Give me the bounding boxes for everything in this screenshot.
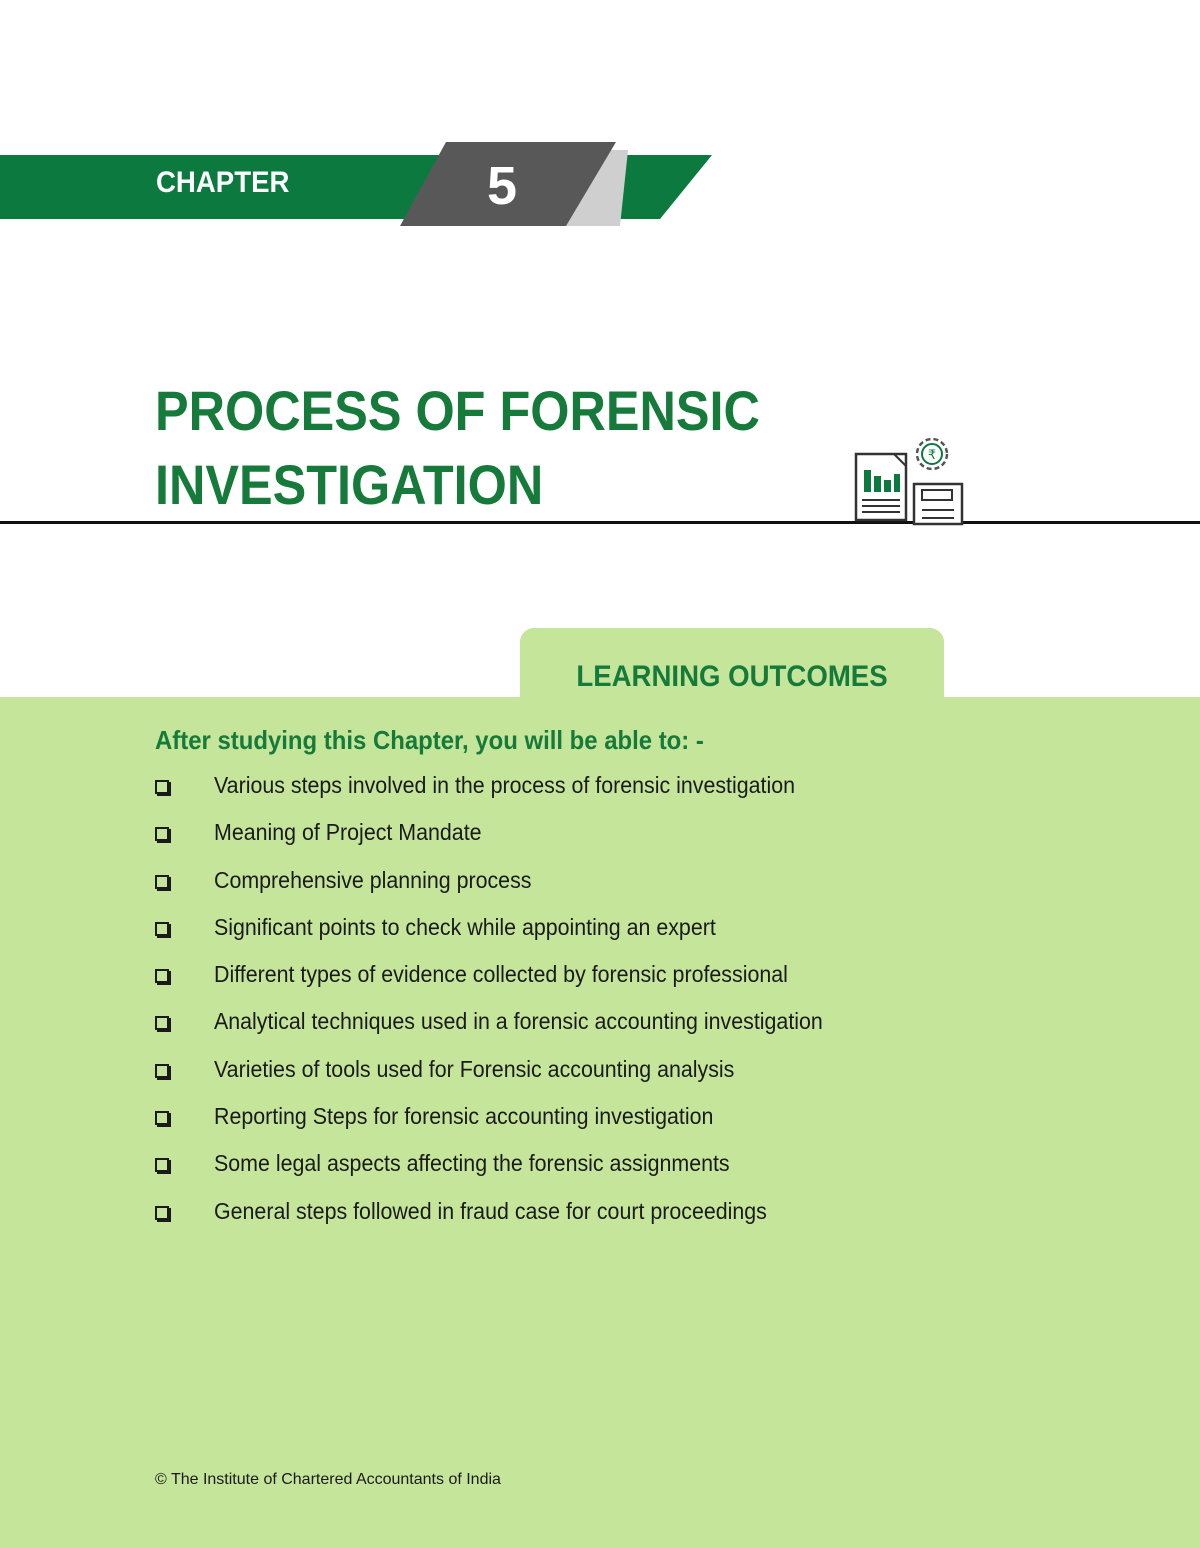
checkbox-bullet-icon bbox=[155, 1206, 169, 1220]
chapter-label: CHAPTER bbox=[156, 166, 290, 199]
checkbox-bullet-icon bbox=[155, 780, 169, 794]
list-item bbox=[155, 961, 869, 1008]
list-item-text: Analytical techniques used in a forensic accounting investigation bbox=[214, 1008, 823, 1035]
list-item-text: Various steps involved in the process of forensic investigation bbox=[214, 772, 796, 798]
chapter-banner bbox=[0, 138, 720, 234]
learning-outcomes-intro: After studying this Chapter, you will be able to: - bbox=[155, 725, 704, 755]
checkbox-bullet-icon bbox=[155, 1064, 169, 1078]
svg-text:₹: ₹ bbox=[927, 448, 937, 463]
list-item bbox=[155, 1056, 869, 1103]
chapter-number: 5 bbox=[486, 156, 518, 216]
title-divider bbox=[0, 521, 1200, 524]
list-item-text: Some legal aspects affecting the forensic assignments bbox=[214, 1150, 730, 1177]
list-item bbox=[155, 1103, 869, 1150]
learning-outcomes-list bbox=[155, 772, 869, 1245]
chapter-title-line-2: INVESTIGATION bbox=[155, 453, 544, 516]
checkbox-bullet-icon bbox=[155, 1016, 169, 1030]
list-item-text: Comprehensive planning process bbox=[214, 866, 532, 893]
checkbox-bullet-icon bbox=[155, 875, 169, 889]
checkbox-bullet-icon bbox=[155, 922, 169, 936]
list-item-text: Meaning of Project Mandate bbox=[214, 819, 482, 846]
list-item bbox=[155, 819, 869, 866]
list-item bbox=[155, 1150, 869, 1197]
checkbox-bullet-icon bbox=[155, 969, 169, 983]
list-item-text: Significant points to check while appointing an expert bbox=[214, 913, 716, 940]
list-item bbox=[155, 867, 869, 914]
checkbox-bullet-icon bbox=[155, 1111, 169, 1125]
learning-outcomes-heading: LEARNING OUTCOMES bbox=[576, 660, 888, 693]
chapter-title-line-1: PROCESS OF FORENSIC bbox=[155, 379, 760, 442]
list-item bbox=[155, 1008, 869, 1055]
list-item-text: General steps followed in fraud case for court proceedings bbox=[214, 1197, 767, 1224]
list-item bbox=[155, 1198, 869, 1245]
list-item-text: Reporting Steps for forensic accounting investigation bbox=[214, 1103, 714, 1130]
footer-copyright: © The Institute of Chartered Accountants of India bbox=[155, 1471, 501, 1488]
checkbox-bullet-icon bbox=[155, 827, 169, 841]
list-item-text: Varieties of tools used for Forensic accounting analysis bbox=[214, 1055, 735, 1082]
list-item bbox=[155, 914, 869, 961]
checkbox-bullet-icon bbox=[155, 1158, 169, 1172]
list-item-text: Different types of evidence collected by forensic professional bbox=[214, 961, 788, 988]
list-item bbox=[155, 772, 869, 819]
financial-document-gear-icon bbox=[850, 432, 970, 528]
